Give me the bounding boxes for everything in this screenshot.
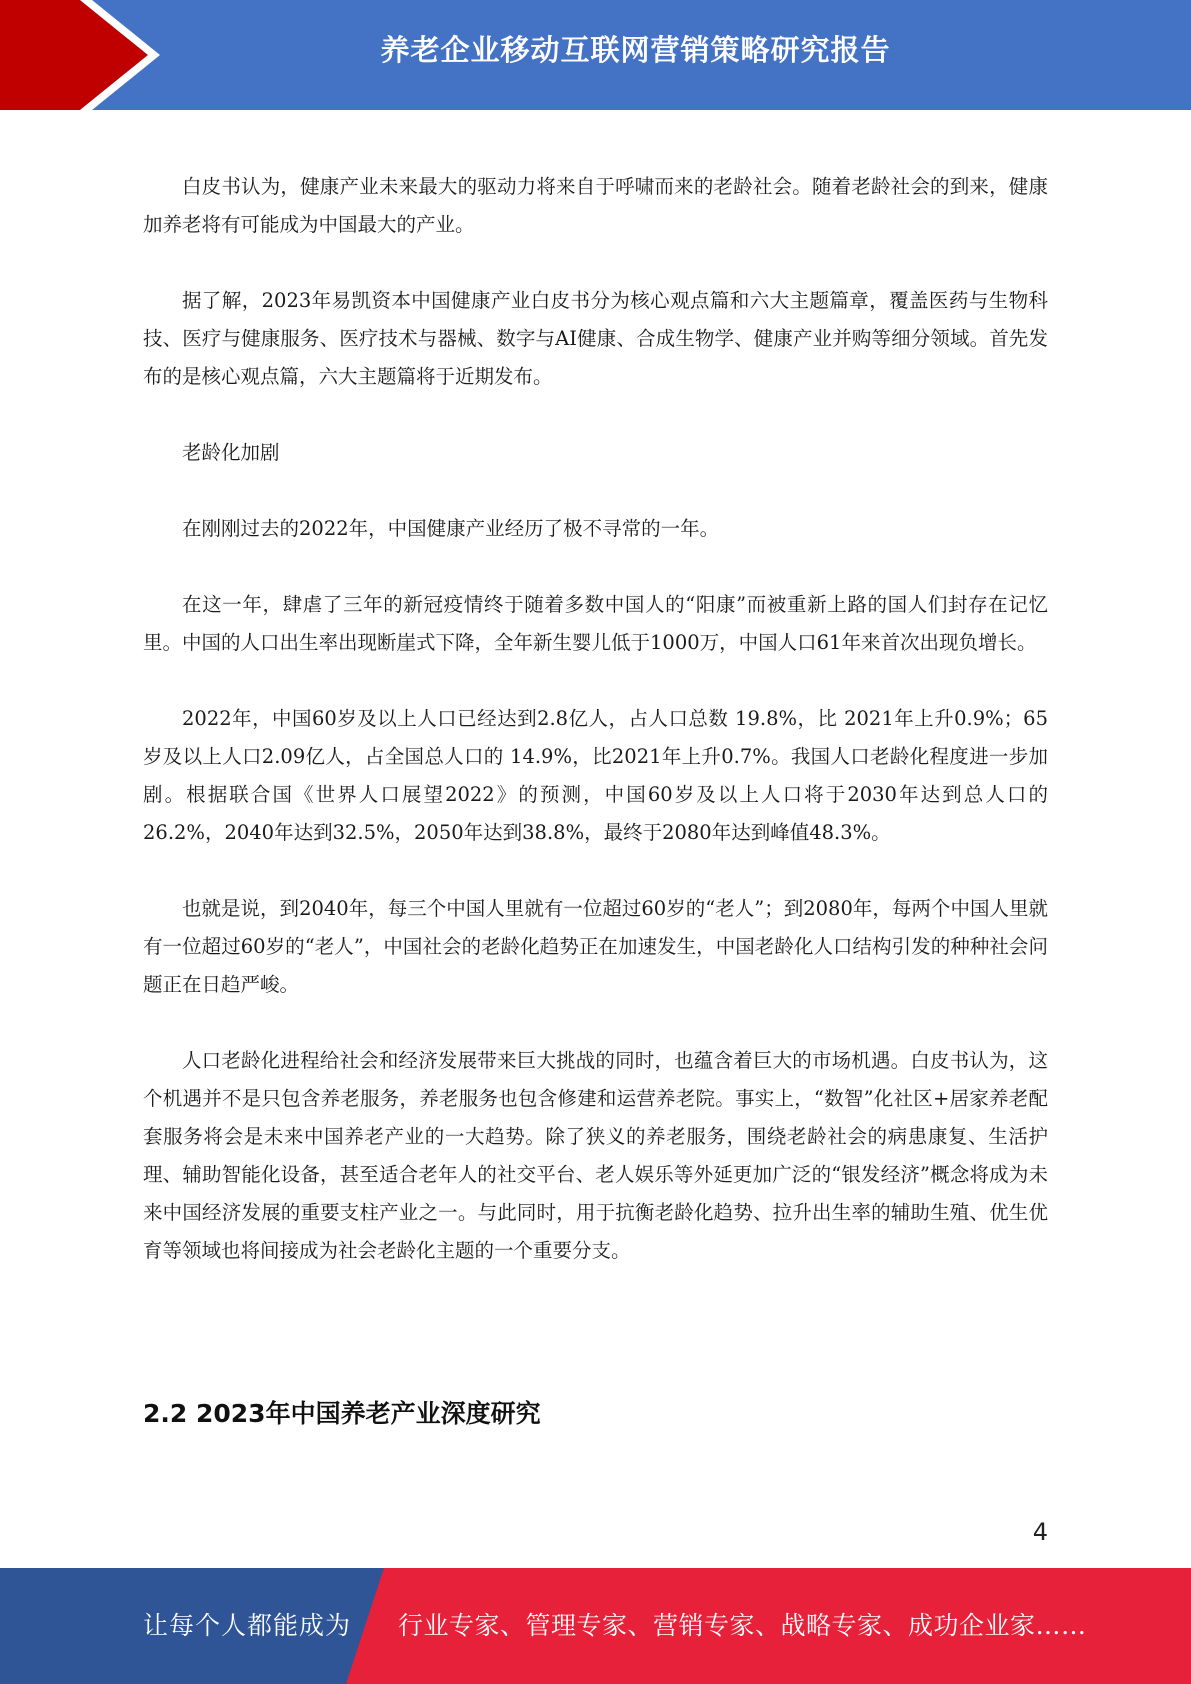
paragraph: 据了解，2023年易凯资本中国健康产业白皮书分为核心观点篇和六大主题篇章，覆盖医药与生物科技、医疗与健康服务、医疗技术与器械、数字与AI健康、合成生物学、健康产业并购等细分领域。首先发布的是核心观点篇，六大主题篇将于近期发布。	[143, 289, 1048, 388]
paragraph: 也就是说，到2040年，每三个中国人里就有一位超过60岁的“老人”；到2080年，每两个中国人里就有一位超过60岁的“老人”，中国社会的老龄化趋势正在加速发生，中国老龄化人口结构引发的种种社会问题正在日趋严峻。	[143, 897, 1048, 996]
paragraph: 在这一年，肆虐了三年的新冠疫情终于随着多数中国人的“阳康”而被重新上路的国人们封存在记忆里。中国的人口出生率出现断崖式下降，全年新生婴儿低于1000万，中国人口61年来首次出现负增长。	[143, 593, 1048, 654]
paragraph: 在刚刚过去的2022年，中国健康产业经历了极不寻常的一年。	[182, 517, 720, 540]
paragraph: 2022年，中国60岁及以上人口已经达到2.8亿人，占人口总数 19.8%，比 2021年上升0.9%；65岁及以上人口2.09亿人，占全国总人口的 14.9%，比2021年上升0.7%。我国人口老龄化程度进一步加剧。根据联合国《世界人口展望2022》的预测，中国60岁及以上人口将于2030年达到总人口的26.2%，2040年达到32.5%，2050年达到38.8%，最终于2080年达到峰值48.3%。	[143, 707, 1048, 844]
page-number: 4	[1032, 1518, 1048, 1546]
section-heading: 2.2 2023年中国养老产业深度研究	[143, 1399, 541, 1428]
paragraph: 白皮书认为，健康产业未来最大的驱动力将来自于呼啸而来的老龄社会。随着老龄社会的到来，健康加养老将有可能成为中国最大的产业。	[143, 175, 1048, 236]
subheading-paragraph: 老龄化加剧	[182, 441, 280, 464]
footer-slogan-left: 让每个人都能成为	[143, 1611, 352, 1640]
paragraph: 人口老龄化进程给社会和经济发展带来巨大挑战的同时，也蕴含着巨大的市场机遇。白皮书认为，这个机遇并不是只包含养老服务，养老服务也包含修建和运营养老院。事实上，“数智”化社区+居家养老配套服务将会是未来中国养老产业的一大趋势。除了狭义的养老服务，围绕老龄社会的病患康复、生活护理、辅助智能化设备，甚至适合老年人的社交平台、老人娱乐等外延更加广泛的“银发经济”概念将成为未来中国经济发展的重要支柱产业之一。与此同时，用于抗衡老龄化趋势、拉升出生率的辅助生殖、优生优育等领域也将间接成为社会老龄化主题的一个重要分支。	[143, 1049, 1048, 1262]
document-body	[143, 168, 1048, 1308]
page-header	[0, 0, 1191, 110]
page-footer	[0, 1568, 1191, 1684]
footer-slogan-right: 行业专家、管理专家、营销专家、战略专家、成功企业家……	[398, 1611, 1087, 1640]
header-title: 养老企业移动互联网营销策略研究报告	[380, 33, 891, 67]
